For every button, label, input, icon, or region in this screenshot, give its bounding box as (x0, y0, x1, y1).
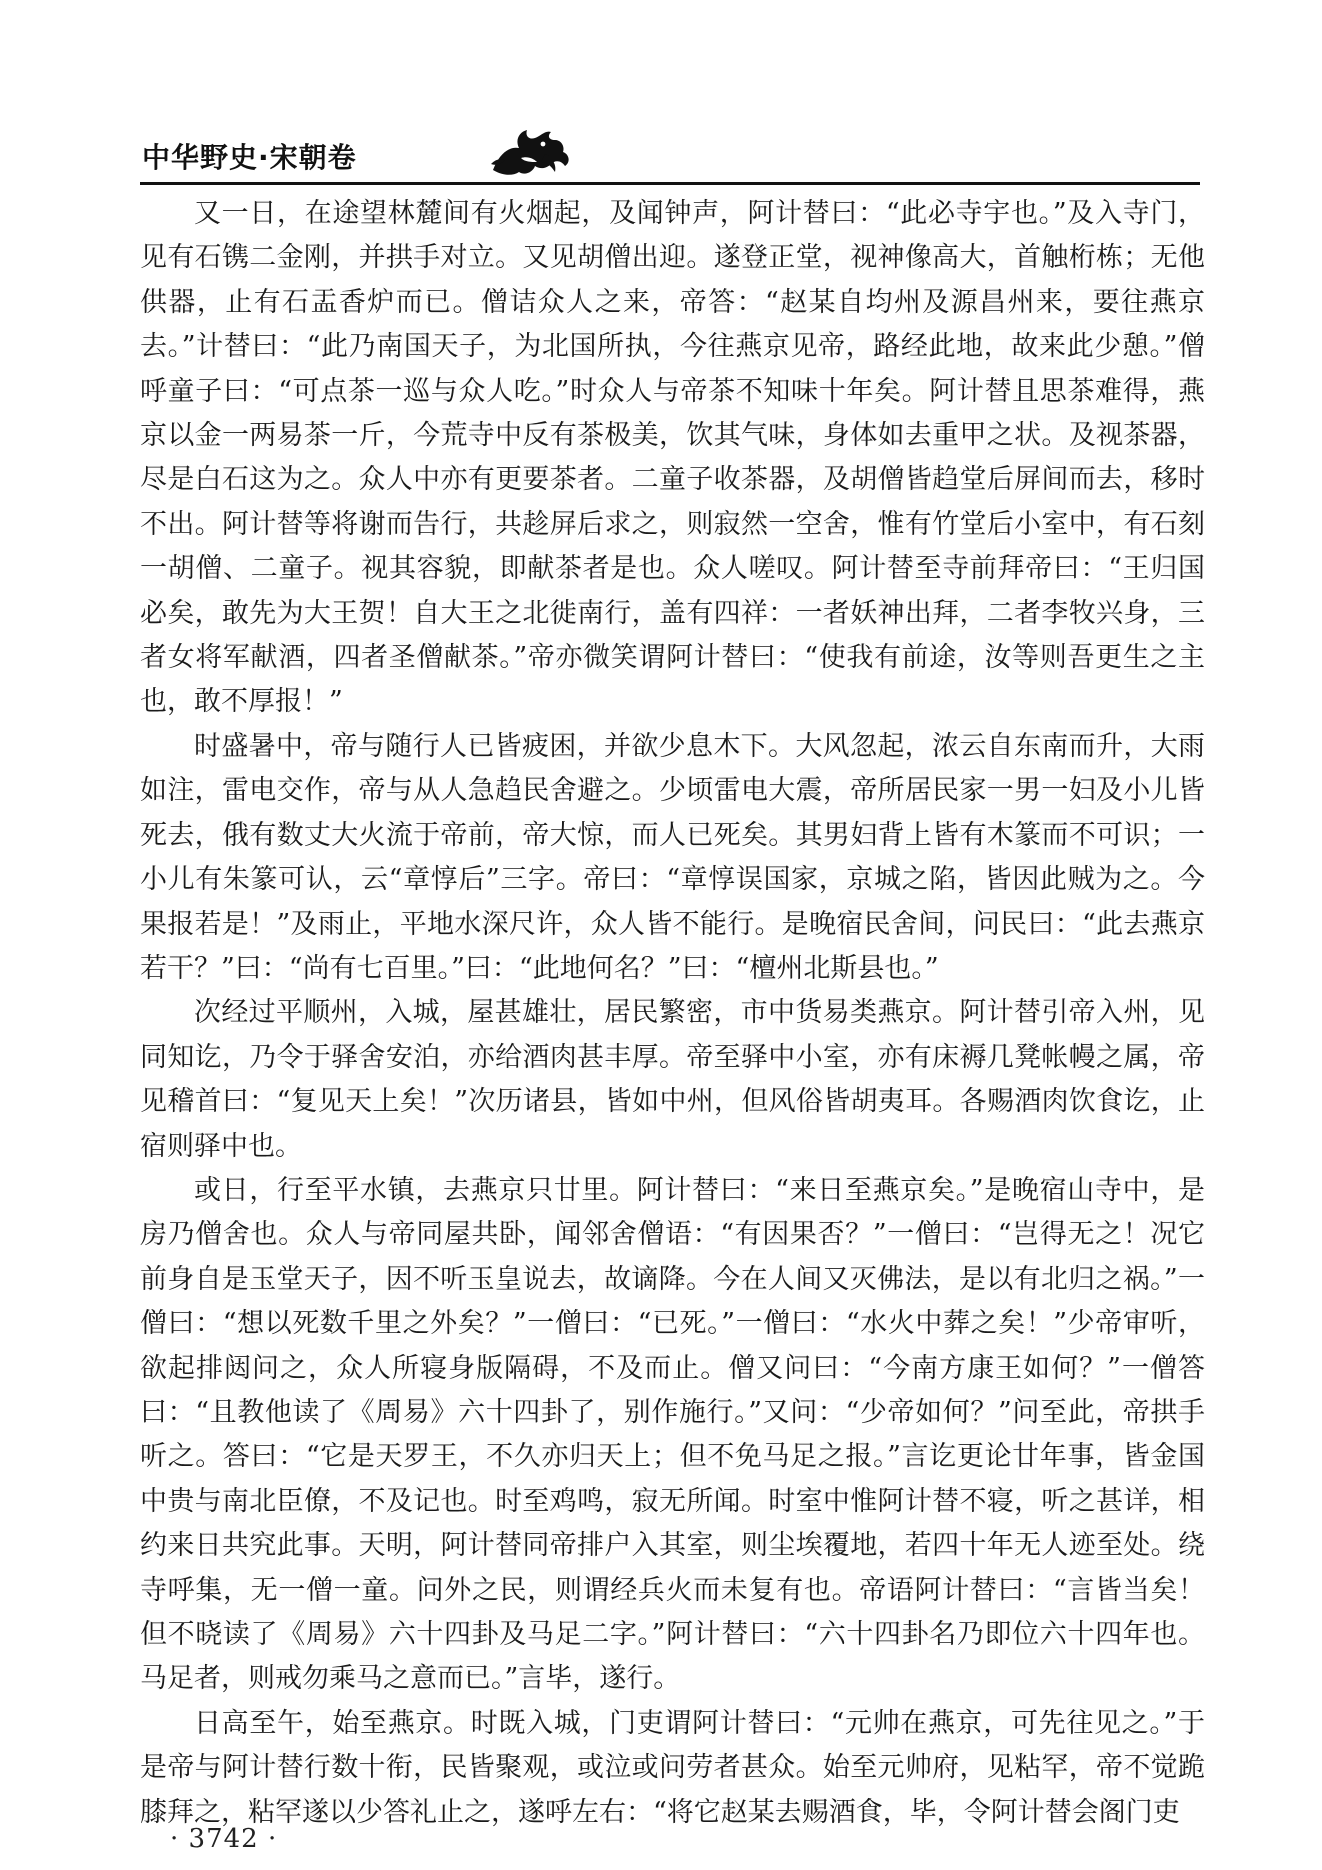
book-title: 中华野史·宋朝卷 (142, 141, 357, 174)
header-rule (140, 182, 1200, 185)
page-body (140, 192, 1205, 1835)
paragraph: 日高至午，始至燕京。时既入城，门吏谓阿计替曰：“元帅在燕京，可先往见之。”于是帝与阿计替行数十衔，民皆聚观，或泣或问劳者甚众。始至元帅府，见粘罕，帝不觉跪膝拜之，粘罕遂以少答礼止之，遂呼左右：“将它赵某去赐酒食，毕，令阿计替会阁门吏 (140, 1707, 1205, 1828)
paragraph: 或日，行至平水镇，去燕京只廿里。阿计替曰：“来日至燕京矣。”是晚宿山寺中，是房乃僧舍也。众人与帝同屋共卧，闻邻舍僧语：“有因果否？”一僧曰：“岂得无之！况它前身自是玉堂天子，因不听玉皇说去，故谪降。今在人间又灭佛法，是以有北归之祸。”一僧曰：“想以死数千里之外矣？”一僧曰：“已死。”一僧曰：“水火中葬之矣！”少帝审听，欲起排闼问之，众人所寝身版隔碍，不及而止。僧又问曰：“今南方康王如何？”一僧答曰：“且教他读了《周易》六十四卦了，别作施行。”又问：“少帝如何？”问至此，帝拱手听之。答曰：“它是天罗王，不久亦归天上；但不免马足之报。”言讫更论廿年事，皆金国中贵与南北臣僚，不及记也。时至鸡鸣，寂无所闻。时室中惟阿计替不寝，听之甚详，相约来日共究此事。天明，阿计替同帝排户入其室，则尘埃覆地，若四十年无人迹至处。绕寺呼集，无一僧一童。问外之民，则谓经兵火而未复有也。帝语阿计替曰：“言皆当矣！但不晓读了《周易》六十四卦及马足二字。”阿计替曰：“六十四卦名乃即位六十四年也。马足者，则戒勿乘马之意而已。”言毕，遂行。 (140, 1174, 1205, 1695)
page-header (140, 120, 1200, 182)
paragraph: 次经过平顺州，入城，屋甚雄壮，居民繁密，市中货易类燕京。阿计替引帝入州，见同知讫，乃令于驿舍安泊，亦给酒肉甚丰厚。帝至驿中小室，亦有床褥几凳帐幔之属，帝见稽首曰：“复见天上矣！”次历诸县，皆如中州，但风俗皆胡夷耳。各赐酒肉饮食讫，止宿则驿中也。 (140, 997, 1205, 1162)
dragon-emblem-icon (485, 120, 575, 180)
page-number: · 3742 · (170, 1824, 278, 1854)
paragraph: 时盛暑中，帝与随行人已皆疲困，并欲少息木下。大风忽起，浓云自东南而升，大雨如注，雷电交作，帝与从人急趋民舍避之。少顷雷电大震，帝所居民家一男一妇及小儿皆死去，俄有数丈大火流于帝前，帝大惊，而人已死矣。其男妇背上皆有木篆而不可识；一小儿有朱篆可认，云“章惇后”三字。帝曰：“章惇误国家，京城之陷，皆因此贼为之。今果报若是！”及雨止，平地水深尺许，众人皆不能行。是晚宿民舍间，问民曰：“此去燕京若干？”曰：“尚有七百里。”曰：“此地何名？”曰：“檀州北斯县也。” (140, 730, 1205, 984)
paragraph: 又一日，在途望林麓间有火烟起，及闻钟声，阿计替曰：“此必寺宇也。”及入寺门，见有石镌二金刚，并拱手对立。又见胡僧出迎。遂登正堂，视神像高大，首触桁栋；无他供器，止有石盂香炉而已。僧诘众人之来，帝答：“赵某自均州及源昌州来，要往燕京去。”计替曰：“此乃南国天子，为北国所执，今往燕京见帝，路经此地，故来此少憩。”僧呼童子曰：“可点茶一巡与众人吃。”时众人与帝茶不知味十年矣。阿计替且思茶难得，燕京以金一两易茶一斤，今荒寺中反有茶极美，饮其气味，身体如去重甲之状。及视茶器，尽是白石这为之。众人中亦有更要茶者。二童子收茶器，及胡僧皆趋堂后屏间而去，移时不出。阿计替等将谢而告行，共趁屏后求之，则寂然一空舍，惟有竹堂后小室中，有石刻一胡僧、二童子。视其容貌，即献茶者是也。众人嗟叹。阿计替至寺前拜帝曰：“王归国必矣，敢先为大王贺！自大王之北徙南行，盖有四祥：一者妖神出拜，二者李牧兴身，三者女将军献酒，四者圣僧献茶。”帝亦微笑谓阿计替曰：“使我有前途，汝等则吾更生之主也，敢不厚报！” (140, 198, 1205, 718)
